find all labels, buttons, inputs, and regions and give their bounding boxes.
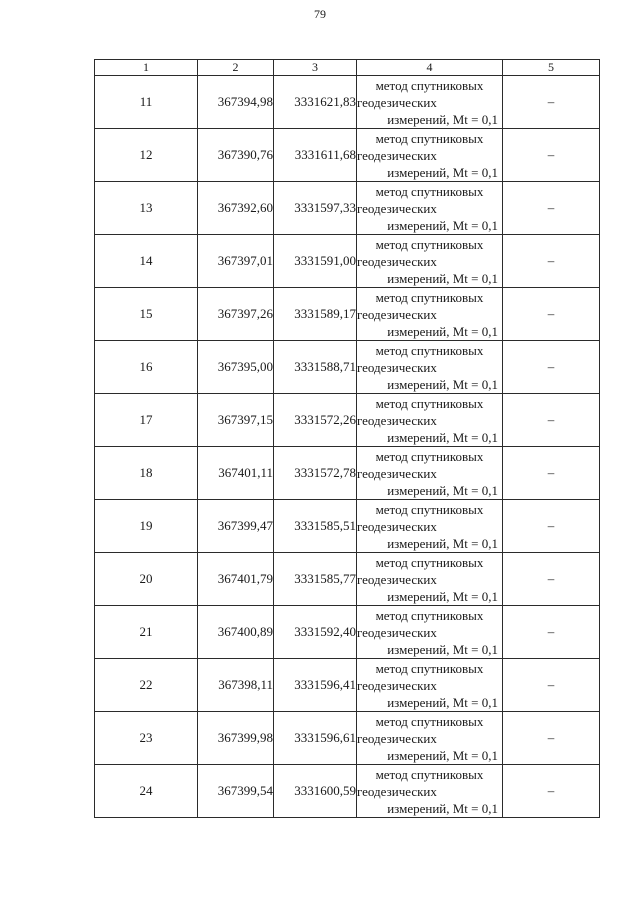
method-line: метод спутниковых <box>375 395 484 411</box>
note-cell: – <box>503 765 600 818</box>
method-line: измерений, Mt = 0,1 <box>387 429 498 445</box>
table-row <box>95 288 600 341</box>
note-cell: – <box>503 341 600 394</box>
method-line: измерений, Mt = 0,1 <box>387 111 498 127</box>
method-line: геодезических <box>357 147 437 163</box>
column-header: 5 <box>503 60 600 76</box>
method-line: геодезических <box>357 730 437 746</box>
method-cell <box>357 182 503 235</box>
note-cell: – <box>503 288 600 341</box>
point-number-cell: 13 <box>95 182 198 235</box>
method-line: геодезических <box>357 465 437 481</box>
note-cell: – <box>503 606 600 659</box>
method-line: метод спутниковых <box>375 236 484 252</box>
method-line: измерений, Mt = 0,1 <box>387 535 498 551</box>
y-coordinate-cell: 3331585,51 <box>274 500 357 553</box>
x-coordinate-cell: 367397,15 <box>198 394 274 447</box>
x-coordinate-cell: 367399,54 <box>198 765 274 818</box>
x-coordinate-cell: 367398,11 <box>198 659 274 712</box>
point-number-cell: 22 <box>95 659 198 712</box>
method-cell <box>357 659 503 712</box>
y-coordinate-cell: 3331596,41 <box>274 659 357 712</box>
method-cell <box>357 606 503 659</box>
x-coordinate-cell: 367401,11 <box>198 447 274 500</box>
x-coordinate-cell: 367400,89 <box>198 606 274 659</box>
y-coordinate-cell: 3331597,33 <box>274 182 357 235</box>
x-coordinate-cell: 367399,47 <box>198 500 274 553</box>
method-line: измерений, Mt = 0,1 <box>387 694 498 710</box>
method-line: геодезических <box>357 253 437 269</box>
method-line: измерений, Mt = 0,1 <box>387 164 498 180</box>
point-number-cell: 24 <box>95 765 198 818</box>
note-cell: – <box>503 500 600 553</box>
x-coordinate-cell: 367390,76 <box>198 129 274 182</box>
method-line: измерений, Mt = 0,1 <box>387 747 498 763</box>
y-coordinate-cell: 3331588,71 <box>274 341 357 394</box>
table-row <box>95 394 600 447</box>
method-cell <box>357 341 503 394</box>
method-cell <box>357 76 503 129</box>
note-cell: – <box>503 447 600 500</box>
method-line: измерений, Mt = 0,1 <box>387 376 498 392</box>
method-line: метод спутниковых <box>375 77 484 93</box>
method-line: метод спутниковых <box>375 713 484 729</box>
y-coordinate-cell: 3331592,40 <box>274 606 357 659</box>
point-number-cell: 11 <box>95 76 198 129</box>
column-header: 2 <box>198 60 274 76</box>
note-cell: – <box>503 182 600 235</box>
y-coordinate-cell: 3331591,00 <box>274 235 357 288</box>
y-coordinate-cell: 3331596,61 <box>274 712 357 765</box>
point-number-cell: 23 <box>95 712 198 765</box>
method-cell <box>357 765 503 818</box>
table-row <box>95 712 600 765</box>
x-coordinate-cell: 367401,79 <box>198 553 274 606</box>
y-coordinate-cell: 3331585,77 <box>274 553 357 606</box>
x-coordinate-cell: 367394,98 <box>198 76 274 129</box>
method-line: геодезических <box>357 571 437 587</box>
y-coordinate-cell: 3331589,17 <box>274 288 357 341</box>
method-cell <box>357 129 503 182</box>
note-cell: – <box>503 235 600 288</box>
method-cell <box>357 500 503 553</box>
table-row <box>95 765 600 818</box>
point-number-cell: 18 <box>95 447 198 500</box>
column-header: 1 <box>95 60 198 76</box>
point-number-cell: 12 <box>95 129 198 182</box>
note-cell: – <box>503 712 600 765</box>
method-line: геодезических <box>357 94 437 110</box>
y-coordinate-cell: 3331611,68 <box>274 129 357 182</box>
method-line: метод спутниковых <box>375 501 484 517</box>
table-row <box>95 235 600 288</box>
method-line: метод спутниковых <box>375 766 484 782</box>
y-coordinate-cell: 3331572,26 <box>274 394 357 447</box>
method-line: метод спутниковых <box>375 607 484 623</box>
note-cell: – <box>503 394 600 447</box>
method-line: метод спутниковых <box>375 183 484 199</box>
table-row <box>95 182 600 235</box>
method-line: измерений, Mt = 0,1 <box>387 588 498 604</box>
point-number-cell: 19 <box>95 500 198 553</box>
point-number-cell: 21 <box>95 606 198 659</box>
point-number-cell: 14 <box>95 235 198 288</box>
method-cell <box>357 712 503 765</box>
method-line: метод спутниковых <box>375 289 484 305</box>
point-number-cell: 20 <box>95 553 198 606</box>
method-line: измерений, Mt = 0,1 <box>387 270 498 286</box>
column-header: 3 <box>274 60 357 76</box>
method-line: метод спутниковых <box>375 660 484 676</box>
method-line: геодезических <box>357 624 437 640</box>
note-cell: – <box>503 553 600 606</box>
method-line: геодезических <box>357 306 437 322</box>
method-cell <box>357 235 503 288</box>
table-row <box>95 500 600 553</box>
note-cell: – <box>503 129 600 182</box>
method-line: измерений, Mt = 0,1 <box>387 641 498 657</box>
x-coordinate-cell: 367399,98 <box>198 712 274 765</box>
x-coordinate-cell: 367397,01 <box>198 235 274 288</box>
coordinates-table <box>94 59 600 818</box>
point-number-cell: 16 <box>95 341 198 394</box>
method-line: измерений, Mt = 0,1 <box>387 800 498 816</box>
table-row <box>95 129 600 182</box>
method-line: измерений, Mt = 0,1 <box>387 482 498 498</box>
table-row <box>95 659 600 712</box>
y-coordinate-cell: 3331621,83 <box>274 76 357 129</box>
note-cell: – <box>503 659 600 712</box>
method-line: метод спутниковых <box>375 130 484 146</box>
table-row <box>95 341 600 394</box>
table-row <box>95 447 600 500</box>
method-line: измерений, Mt = 0,1 <box>387 323 498 339</box>
note-cell: – <box>503 76 600 129</box>
point-number-cell: 15 <box>95 288 198 341</box>
y-coordinate-cell: 3331600,59 <box>274 765 357 818</box>
page-number: 79 <box>314 7 326 21</box>
method-line: геодезических <box>357 783 437 799</box>
table-row <box>95 606 600 659</box>
table-header-row <box>95 60 600 76</box>
method-line: геодезических <box>357 359 437 375</box>
method-cell <box>357 288 503 341</box>
method-cell <box>357 447 503 500</box>
method-line: геодезических <box>357 412 437 428</box>
method-line: метод спутниковых <box>375 448 484 464</box>
method-cell <box>357 553 503 606</box>
method-line: метод спутниковых <box>375 554 484 570</box>
table-row <box>95 76 600 129</box>
method-line: метод спутниковых <box>375 342 484 358</box>
table-row <box>95 553 600 606</box>
x-coordinate-cell: 367397,26 <box>198 288 274 341</box>
point-number-cell: 17 <box>95 394 198 447</box>
method-line: геодезических <box>357 200 437 216</box>
x-coordinate-cell: 367395,00 <box>198 341 274 394</box>
method-line: геодезических <box>357 677 437 693</box>
method-cell <box>357 394 503 447</box>
method-line: геодезических <box>357 518 437 534</box>
method-line: измерений, Mt = 0,1 <box>387 217 498 233</box>
x-coordinate-cell: 367392,60 <box>198 182 274 235</box>
column-header: 4 <box>357 60 503 76</box>
y-coordinate-cell: 3331572,78 <box>274 447 357 500</box>
